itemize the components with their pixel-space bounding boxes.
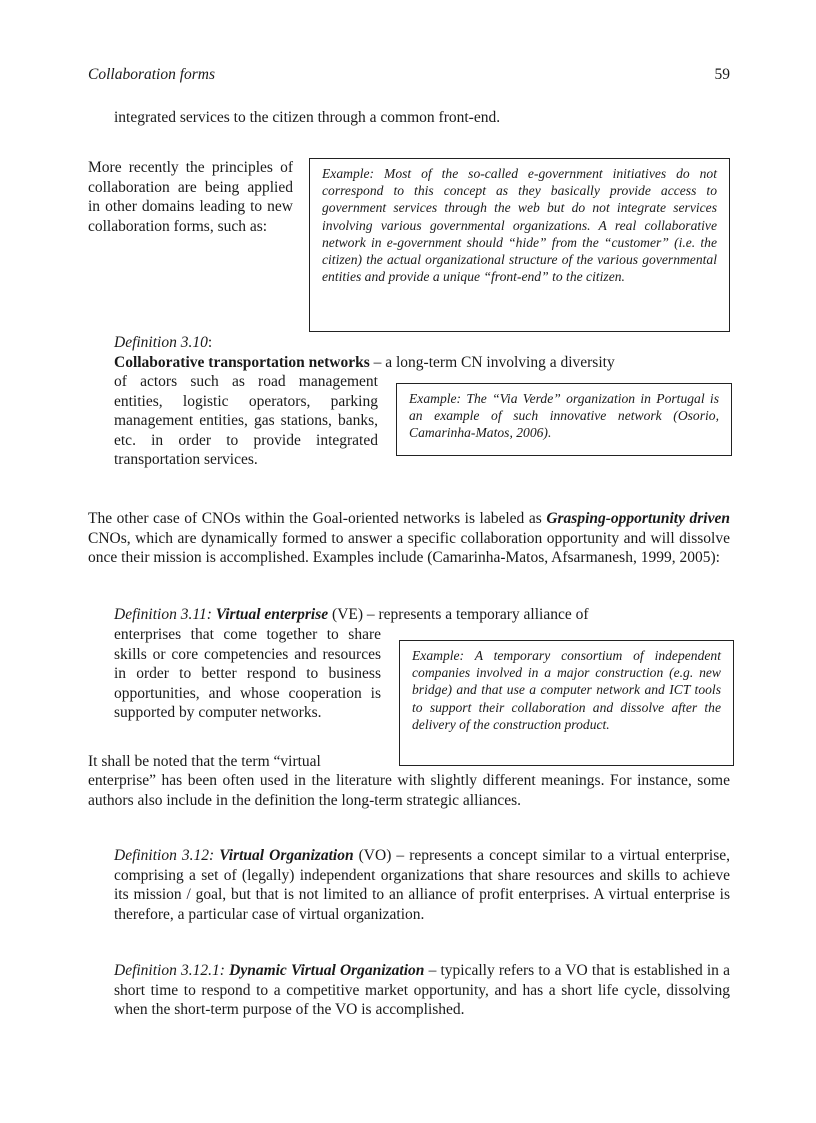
definition-body: – typically refers to a VO that is established in a short time to respond to a competitive market opportunity, and has a short life cycle, dissolving when the short-term purpose of the VO is accomplished. xyxy=(114,962,730,1018)
definition-label: Definition 3.10 xyxy=(114,334,208,351)
example-box-via-verde: Example: The “Via Verde” organization in Portugal is an example of such innovative network (Osorio, Camarinha-Matos, 2006). xyxy=(396,383,732,456)
recently-paragraph: More recently the principles of collaboration are being applied in other domains leading to new collaboration forms, such as: xyxy=(88,159,293,235)
grasping-text-1: The other case of CNOs within the Goal-oriented networks is labeled as xyxy=(88,510,547,527)
definition-3-12-1 xyxy=(114,961,730,1020)
definition-lead-text: (VE) – represents a temporary alliance of xyxy=(328,606,589,623)
definition-3-11-lead xyxy=(114,605,734,625)
definition-colon: : xyxy=(207,334,213,351)
definition-label: Definition 3.11: xyxy=(114,606,216,623)
example-box-egovernment: Example: Most of the so-called e-government initiatives do not correspond to this concept as they basically provide access to government services through the web but do not integrate services involving various governmental organizations. A real collaborative network in e-government should “hide” from the “customer” (i.e. the citizen) the actual organizational structure of the various governmental entities and provide a unique “front-end” to the citizen. xyxy=(309,158,730,332)
page-number: 59 xyxy=(714,66,730,83)
definition-3-11-body: enterprises that come together to share skills or core competencies and resources in order to better respond to business opportunities, and whose cooperation is supported by computer networks. xyxy=(114,626,381,721)
grasping-term: Grasping-opportunity driven xyxy=(546,510,730,527)
definition-body: (VO) – represents a concept similar to a virtual enterprise, comprising a set of (legally) independent organizations that share resources and skills to achieve its mission / goal, but that is not limited to an alliance of profit enterprises. A virtual enterprise is therefore, a particular case of virtual organization. xyxy=(114,847,730,923)
definition-term: Dynamic Virtual Organization xyxy=(229,962,425,979)
definition-label: Definition 3.12.1: xyxy=(114,962,230,979)
note-first-line: It shall be noted that the term “virtual xyxy=(88,753,321,770)
example-box-consortium: Example: A temporary consortium of independent companies involved in a major construction (e.g. new bridge) and that use a computer network and ICT tools to support their collaboration and dissolve after the delivery of the construction product. xyxy=(399,640,734,766)
grasping-paragraph xyxy=(88,509,730,568)
note-paragraph: enterprise” has been often used in the literature with slightly different meanings. For instance, some authors also include in the definition the long-term strategic alliances. xyxy=(88,772,730,809)
grasping-text-2: CNOs, which are dynamically formed to answer a specific collaboration opportunity and will dissolve once their mission is accomplished. Examples include (Camarinha-Matos, Afsarmanesh, 1999, 2005): xyxy=(88,529,730,566)
definition-3-10-lead xyxy=(114,353,730,373)
intro-continuation: integrated services to the citizen through a common front-end. xyxy=(114,109,501,126)
definition-term: Virtual enterprise xyxy=(215,606,329,623)
definition-label: Definition 3.12: xyxy=(114,847,220,864)
definition-3-10-body: of actors such as road management entities, logistic operators, parking management entities, gas stations, banks, etc. in order to provide integrated transportation services. xyxy=(114,373,378,468)
running-header-title: Collaboration forms xyxy=(88,66,216,83)
definition-3-10-label xyxy=(114,333,730,353)
definition-3-12 xyxy=(114,846,730,924)
definition-lead-text: – a long-term CN involving a diversity xyxy=(369,354,615,371)
definition-term: Virtual Organization xyxy=(219,847,354,864)
definition-term: Collaborative transportation networks xyxy=(114,354,370,371)
